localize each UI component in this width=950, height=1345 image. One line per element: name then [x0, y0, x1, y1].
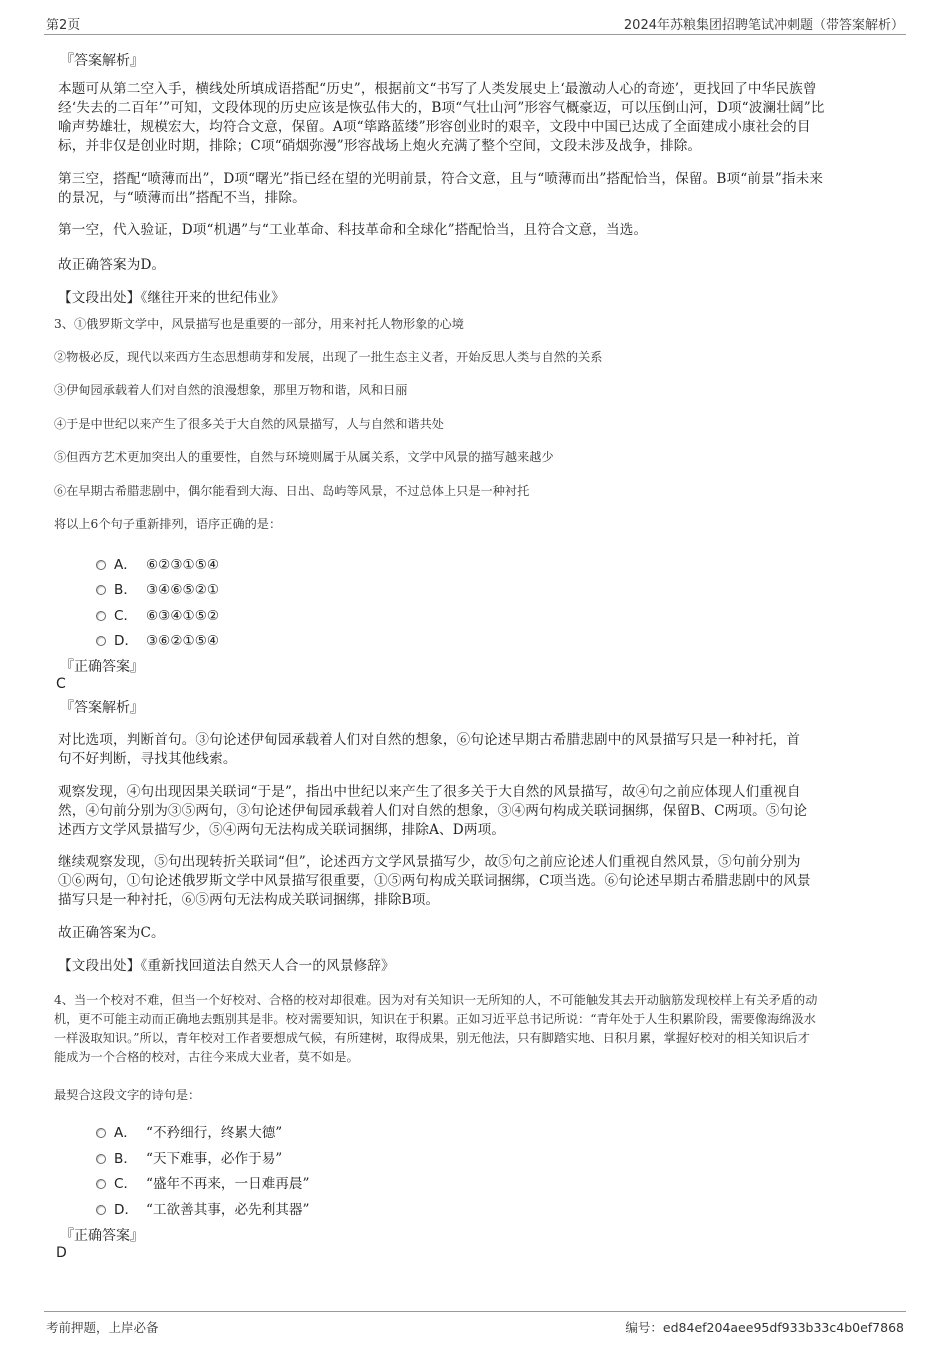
- text-line: 描写只是一种衬托，⑥⑤两句无法构成关联词捆绑，排除B项。: [58, 892, 440, 908]
- document-title: 2024年苏粮集团招聘笔试冲刺题（带答案解析）: [623, 18, 904, 33]
- radio-icon[interactable]: [96, 1179, 106, 1189]
- text-line: 述西方文学风景描写少，⑤④两句无法构成关联词捆绑，排除A、D两项。: [58, 822, 506, 838]
- q3-option-b[interactable]: B． ③④⑥⑤②①: [96, 578, 219, 598]
- text-line: 继续观察发现，⑤句出现转折关联词“但”，论述西方文学风景描写少，故⑤句之前应论述人们重视自然风景，⑤句前分别为: [58, 854, 801, 870]
- q3-source: 【文段出处】《重新找回道法自然天人合一的风景修辞》: [58, 958, 395, 974]
- text-line: 观察发现，④句出现因果关联词“于是”，指出中世纪以来产生了很多关于大自然的风景描写，故④句之前应体现人们重视自: [58, 784, 801, 800]
- text-line: ①⑥两句，①句论述俄罗斯文学中风景描写很重要，①⑤两句构成关联词捆绑，C项当选。⑥句论述早期古希腊悲剧中的风景: [58, 873, 811, 889]
- text-line: 然，④句前分别为③⑤两句，③句论述伊甸园承载着人们对自然的想象，③④两句构成关联词捆绑，保留B、C两项。⑤句论: [58, 803, 808, 819]
- text-line: 能成为一个合格的校对，古往今来成大业者，莫不如是。: [54, 1050, 359, 1064]
- radio-icon[interactable]: [96, 1205, 106, 1215]
- q2-analysis-label: 『答案解析』: [60, 53, 144, 69]
- text-line: 一样汲取知识。”所以，青年校对工作者要想成气候，有所建树，取得成果，别无他法，只有脚踏实地、日积月累，掌握好校对的相关知识后才: [54, 1031, 810, 1045]
- q3-option-d[interactable]: D． ③⑥②①⑤④: [96, 629, 219, 649]
- q3-sentence: 3、①俄罗斯文学中，风景描写也是重要的一部分，用来衬托人物形象的心境: [54, 317, 464, 331]
- q4-prompt: 最契合这段文字的诗句是：: [54, 1088, 201, 1102]
- q3-prompt: 将以上6个句子重新排列，语序正确的是：: [54, 517, 282, 531]
- text-line: 的景况，与“喷薄而出”搭配不当，排除。: [58, 190, 306, 206]
- q4-option-b[interactable]: B． “天下难事，必作于易”: [96, 1147, 282, 1167]
- q3-option-c[interactable]: C． ⑥③④①⑤②: [96, 604, 219, 624]
- footer-slogan: 考前押题，上岸必备: [46, 1320, 159, 1335]
- q4-option-a[interactable]: A． “不矜细行，终累大德”: [96, 1121, 282, 1141]
- radio-icon[interactable]: [96, 585, 106, 595]
- q3-conclusion: 故正确答案为C。: [58, 925, 165, 941]
- radio-icon[interactable]: [96, 611, 106, 621]
- q2-analysis-paragraph-3: 第一空，代入验证，D项“机遇”与“工业革命、科技革命和全球化”搭配恰当，且符合文意，当选。: [58, 222, 648, 238]
- q3-sentence: ④于是中世纪以来产生了很多关于大自然的风景描写，人与自然和谐共处: [54, 417, 444, 431]
- text-line: 喻声势雄壮，规模宏大，均符合文意，保留。A项“筚路蓝缕”形容创业时的艰辛，文段中中国已达成了全面建成小康社会的目: [58, 119, 811, 135]
- text-line: 句不好判断，寻找其他线索。: [58, 751, 237, 767]
- q4-correct-label: 『正确答案』: [60, 1228, 144, 1244]
- radio-icon[interactable]: [96, 1128, 106, 1138]
- radio-icon[interactable]: [96, 560, 106, 570]
- q3-sentence: ⑤但西方艺术更加突出人的重要性，自然与环境则属于从属关系，文学中风景的描写越来越少: [54, 450, 554, 464]
- q4-option-c[interactable]: C． “盛年不再来，一日难再晨”: [96, 1172, 309, 1192]
- text-line: 机，更不可能主动而正确地去甄别其是非。校对需要知识，知识在于积累。正如习近平总书记所说：“青年处于人生积累阶段，需要像海绵汲水: [54, 1012, 816, 1026]
- text-line: 第三空，搭配“喷薄而出”，D项“曙光”指已经在望的光明前景，符合文意，且与“喷薄而出”搭配恰当，保留。B项“前景”指未来: [58, 171, 824, 187]
- q3-correct-label: 『正确答案』: [60, 659, 144, 675]
- q3-sentence: ②物极必反，现代以来西方生态思想萌芽和发展，出现了一批生态主义者，开始反思人类与自然的关系: [54, 350, 603, 364]
- radio-icon[interactable]: [96, 1154, 106, 1164]
- text-line: 本题可从第二空入手，横线处所填成语搭配“历史”，根据前文“书写了人类发展史上‘最激动人心的奇迹’，更找回了中华民族曾: [58, 81, 817, 97]
- page-footer: [44, 1311, 906, 1342]
- q3-sentence: ③伊甸园承载着人们对自然的浪漫想象，那里万物和谐，风和日丽: [54, 383, 408, 397]
- radio-icon[interactable]: [96, 636, 106, 646]
- q2-conclusion: 故正确答案为D。: [58, 257, 166, 273]
- q3-option-a[interactable]: A． ⑥②③①⑤④: [96, 553, 219, 573]
- document-id: 编号：ed84ef204aee95df933b33c4b0ef7868: [625, 1320, 904, 1335]
- q4-correct-answer: D: [56, 1245, 67, 1261]
- text-line: 4、当一个校对不难，但当一个好校对、合格的校对却很难。因为对有关知识一无所知的人，不可能触发其去开动脑筋发现校样上有关矛盾的动: [54, 993, 818, 1007]
- q3-analysis-label: 『答案解析』: [60, 700, 144, 716]
- q2-source: 【文段出处】《继往开来的世纪伟业》: [58, 290, 285, 306]
- text-line: 对比选项，判断首句。③句论述伊甸园承载着人们对自然的想象，⑥句论述早期古希腊悲剧中的风景描写只是一种衬托，首: [58, 732, 801, 748]
- q3-sentence: ⑥在早期古希腊悲剧中，偶尔能看到大海、日出、岛屿等风景，不过总体上只是一种衬托: [54, 484, 530, 498]
- page-header: [44, 10, 906, 35]
- text-line: 经‘失去的二百年’”可知，文段体现的历史应该是恢弘伟大的，B项“气壮山河”形容气概豪迈，可以压倒山河，D项“波澜壮阔”比: [58, 100, 825, 116]
- text-line: 标，并非仅是创业时期，排除；C项“硝烟弥漫”形容战场上炮火充满了整个空间，文段未涉及战争，排除。: [58, 138, 702, 154]
- q3-correct-answer: C: [56, 676, 66, 692]
- page-number: 第2页: [46, 18, 81, 33]
- q4-option-d[interactable]: D． “工欲善其事，必先利其器”: [96, 1198, 309, 1218]
